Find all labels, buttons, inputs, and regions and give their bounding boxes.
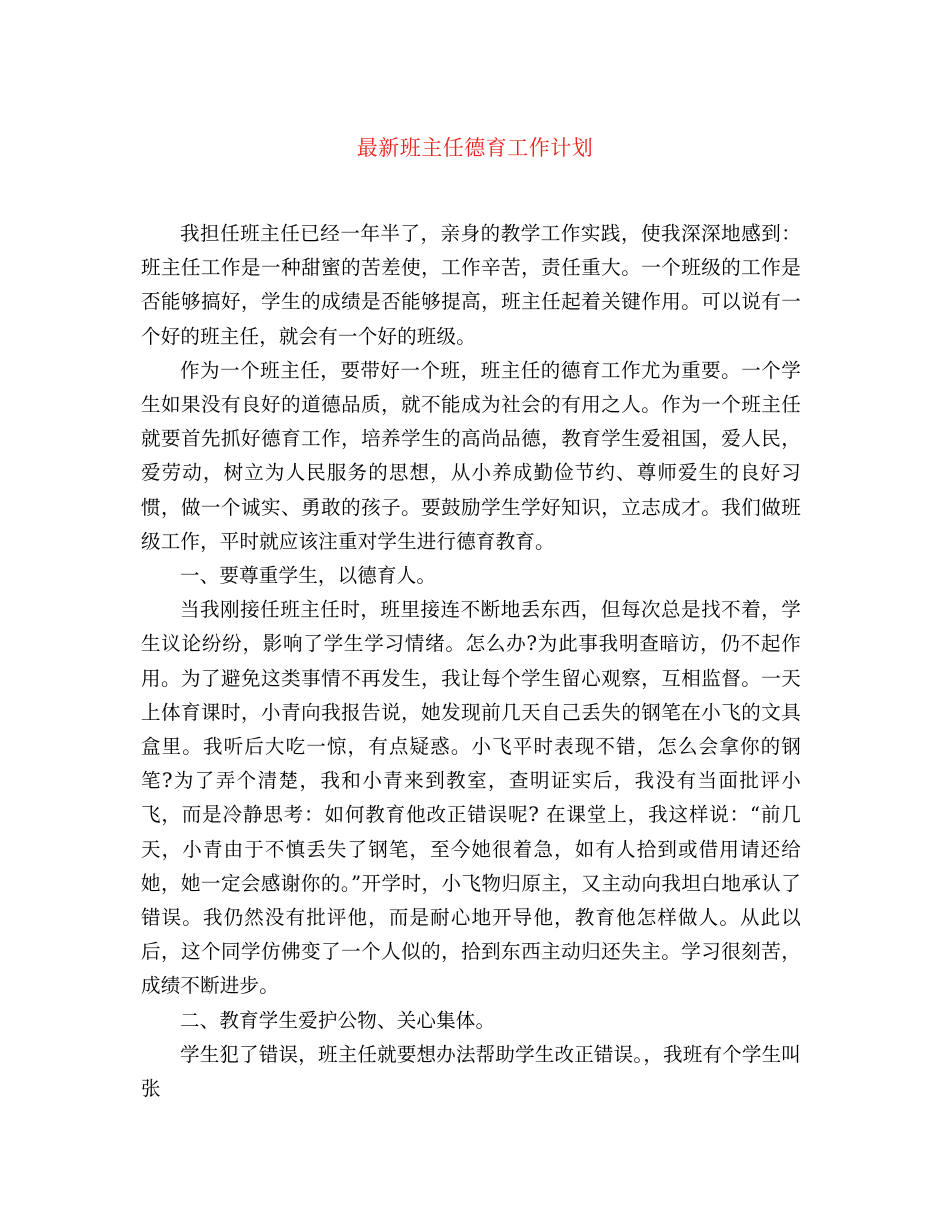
document-body (141, 217, 801, 1106)
paragraph-moral-education: 作为一个班主任，要带好一个班，班主任的德育工作尤为重要。一个学生如果没有良好的道德品质，就不能成为社会的有用之人。作为一个班主任就要首先抓好德育工作，培养学生的高尚品德，教育学生爱祖国，爱人民，爱劳动，树立为人民服务的思想，从小养成勤俭节约、尊师爱生的良好习惯，做一个诚实、勇敢的孩子。要鼓励学生学好知识，立志成才。我们做班级工作，平时就应该注重对学生进行德育教育。 (141, 358, 801, 553)
document-title: 最新班主任德育工作计划 (356, 136, 594, 160)
section-heading-2: 二、教育学生爱护公物、关心集体。 (180, 1008, 496, 1032)
paragraph-intro: 我担任班主任已经一年半了，亲身的教学工作实践，使我深深地感到：班主任工作是一种甜蜜的苦差使，工作辛苦，责任重大。一个班级的工作是否能够搞好，学生的成绩是否能够提高，班主任起着关键作用。可以说有一个好的班主任，就会有一个好的班级。 (141, 222, 801, 348)
paragraph-story-pen: 当我刚接任班主任时，班里接连不断地丢东西，但每次总是找不着，学生议论纷纷，影响了学生学习情绪。怎么办?为此事我明查暗访，仍不起作用。为了避免这类事情不再发生，我让每个学生留心观察，互相监督。一天上体育课时，小青向我报告说，她发现前几天自己丢失的钢笔在小飞的文具盒里。我听后大吃一惊，有点疑惑。小飞平时表现不错，怎么会拿你的钢笔?为了弄个清楚，我和小青来到教室，查明证实后，我没有当面批评小飞，而是冷静思考：如何教育他改正错误呢? 在课堂上，我这样说：“前几天，小青由于不慎丢失了钢笔，至今她很着急，如有人拾到或借用请还给她，她一定会感谢你的。”开学时，小飞物归原主，又主动向我坦白地承认了错误。我仍然没有批评他，而是耐心地开导他，教育他怎样做人。从此以后，这个同学仿佛变了一个人似的，拾到东西主动归还失主。学习很刻苦，成绩不断进步。 (141, 598, 801, 998)
paragraph-truncated: 学生犯了错误，班主任就要想办法帮助学生改正错误。，我班有个学生叫张 (141, 1042, 801, 1101)
section-heading-1: 一、要尊重学生，以德育人。 (180, 564, 437, 588)
